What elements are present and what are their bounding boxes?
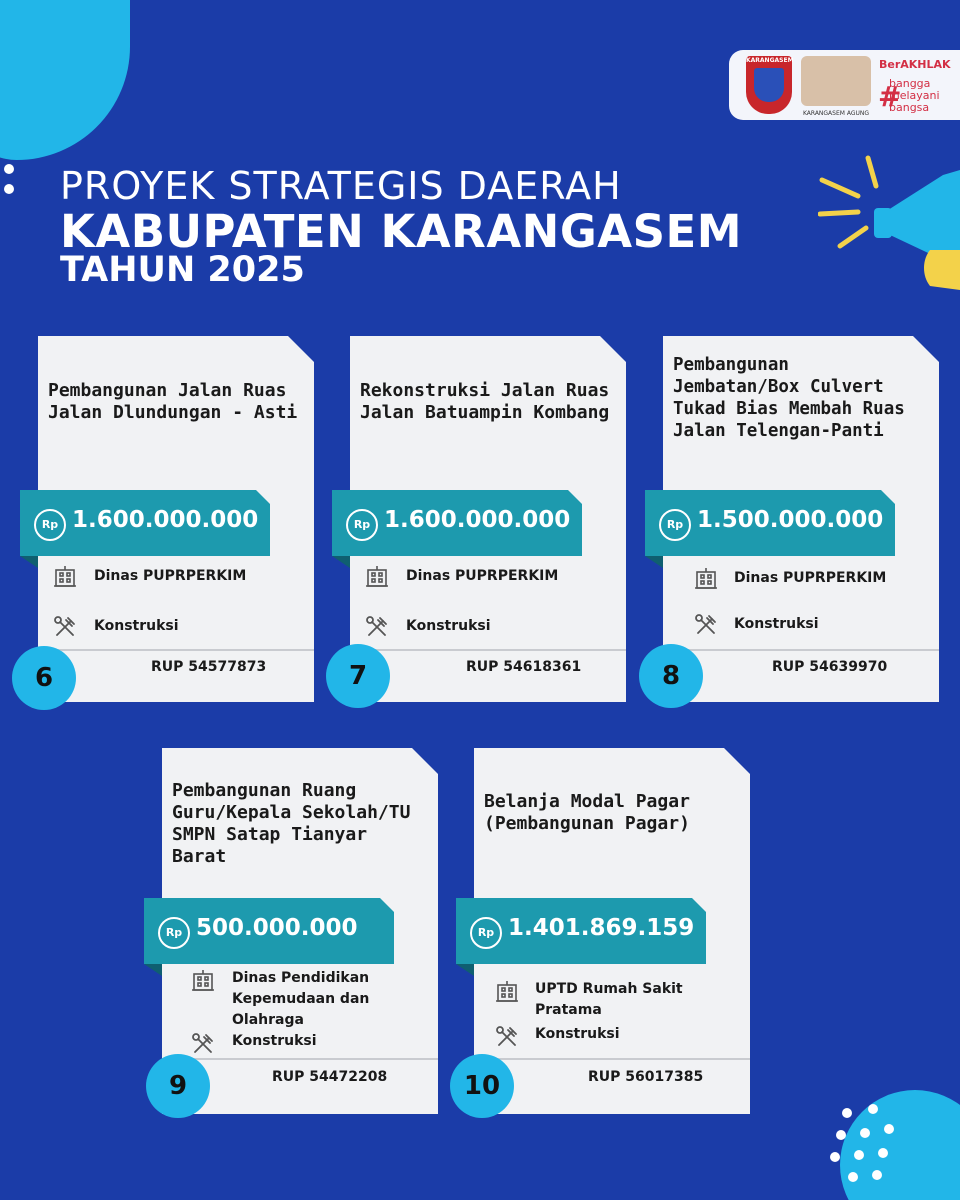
headline-line-3: TAHUN 2025 xyxy=(60,250,305,290)
berakhlak-logo: BerAKHLAK xyxy=(879,58,951,71)
project-title: Belanja Modal Pagar (Pembangunan Pagar) xyxy=(484,791,690,834)
project-number-badge: 8 xyxy=(639,644,703,708)
project-number-badge: 6 xyxy=(12,646,76,710)
card-divider xyxy=(663,649,939,651)
category-label: Konstruksi xyxy=(535,1026,620,1042)
decorative-dot xyxy=(884,1124,894,1134)
budget-amount: 500.000.000 xyxy=(196,915,358,941)
decorative-dot xyxy=(842,1108,852,1118)
headline-line-2: KABUPATEN KARANGASEM xyxy=(60,205,743,258)
tools-icon xyxy=(190,1031,216,1057)
headline-line-1: PROYEK STRATEGIS DAERAH xyxy=(60,164,622,208)
project-title: Pembangunan Ruang Guru/Kepala Sekolah/TU SMPN Satap Tianyar Barat xyxy=(172,780,411,867)
card-divider xyxy=(162,1058,438,1060)
decorative-dot xyxy=(4,164,14,174)
card-divider xyxy=(350,649,626,651)
rupiah-icon: Rp xyxy=(659,509,691,541)
budget-banner xyxy=(456,898,706,964)
decorative-dot xyxy=(868,1104,878,1114)
card-divider xyxy=(38,649,314,651)
project-number-badge: 9 xyxy=(146,1054,210,1118)
rup-code: RUP 54639970 xyxy=(772,659,888,675)
agency-label: UPTD Rumah Sakit Pratama xyxy=(535,981,683,1018)
building-icon xyxy=(693,566,719,592)
budget-amount: 1.600.000.000 xyxy=(72,507,259,533)
rupiah-icon: Rp xyxy=(470,917,502,949)
project-card-9 xyxy=(162,748,438,1114)
leaders-caption: KARANGASEM AGUNG xyxy=(802,110,870,117)
budget-banner xyxy=(645,490,895,556)
leaders-photo xyxy=(801,56,871,117)
decorative-blob-bottom-right xyxy=(840,1090,960,1200)
agency-label: Dinas PUPRPERKIM xyxy=(94,568,247,584)
decorative-dot xyxy=(872,1170,882,1180)
slogan-word: bangsa xyxy=(889,101,930,114)
project-card-10 xyxy=(463,748,750,1114)
decorative-blob-top-left xyxy=(0,0,130,160)
building-icon xyxy=(364,564,390,590)
hashtag-glyph: # xyxy=(878,80,902,113)
decorative-dot xyxy=(854,1150,864,1160)
agency-label: Dinas Pendidikan Kepemudaan dan Olahraga xyxy=(232,970,370,1028)
card-divider xyxy=(474,1058,750,1060)
budget-amount: 1.401.869.159 xyxy=(508,915,695,941)
tools-icon xyxy=(494,1024,520,1050)
rup-code: RUP 54472208 xyxy=(272,1069,388,1085)
agency-label: Dinas PUPRPERKIM xyxy=(734,570,887,586)
decorative-dot xyxy=(4,184,14,194)
rup-code: RUP 54618361 xyxy=(466,659,582,675)
logo-strip xyxy=(729,50,960,120)
decorative-dot xyxy=(830,1152,840,1162)
building-icon xyxy=(52,564,78,590)
decorative-dot xyxy=(836,1130,846,1140)
decorative-dot xyxy=(878,1148,888,1158)
rupiah-icon: Rp xyxy=(34,509,66,541)
agency-label: Dinas PUPRPERKIM xyxy=(406,568,559,584)
slogan-word: melayani xyxy=(889,89,940,102)
rupiah-icon: Rp xyxy=(346,509,378,541)
project-card-7 xyxy=(350,336,626,702)
tools-icon xyxy=(693,612,719,638)
budget-amount: 1.600.000.000 xyxy=(384,507,571,533)
budget-banner xyxy=(144,898,394,964)
project-number-badge: 10 xyxy=(450,1054,514,1118)
project-title: Pembangunan Jembatan/Box Culvert Tukad Bias Membah Ruas Jalan Telengan-Panti xyxy=(673,355,905,441)
rup-code: RUP 54577873 xyxy=(151,659,267,675)
project-title: Pembangunan Jalan Ruas Jalan Dlundungan - Asti xyxy=(48,380,298,423)
decorative-dot xyxy=(848,1172,858,1182)
rup-code: RUP 56017385 xyxy=(588,1069,704,1085)
decorative-dot xyxy=(860,1128,870,1138)
project-number-badge: 7 xyxy=(326,644,390,708)
rupiah-icon: Rp xyxy=(158,917,190,949)
category-label: Konstruksi xyxy=(94,618,179,634)
karangasem-emblem-logo xyxy=(746,56,792,114)
tools-icon xyxy=(364,614,390,640)
slogan-logo xyxy=(889,78,940,114)
emblem-label: KARANGASEM xyxy=(746,57,794,64)
project-card-6 xyxy=(34,336,314,702)
tools-icon xyxy=(52,614,78,640)
building-icon xyxy=(190,968,216,994)
category-label: Konstruksi xyxy=(232,1033,317,1049)
megaphone-icon xyxy=(818,150,960,300)
category-label: Konstruksi xyxy=(734,616,819,632)
slogan-word: bangga xyxy=(889,77,931,90)
category-label: Konstruksi xyxy=(406,618,491,634)
budget-banner xyxy=(332,490,582,556)
building-icon xyxy=(494,979,520,1005)
project-card-8 xyxy=(663,336,939,702)
budget-amount: 1.500.000.000 xyxy=(697,507,884,533)
budget-banner xyxy=(20,490,270,556)
project-title: Rekonstruksi Jalan Ruas Jalan Batuampin Kombang xyxy=(360,380,610,423)
